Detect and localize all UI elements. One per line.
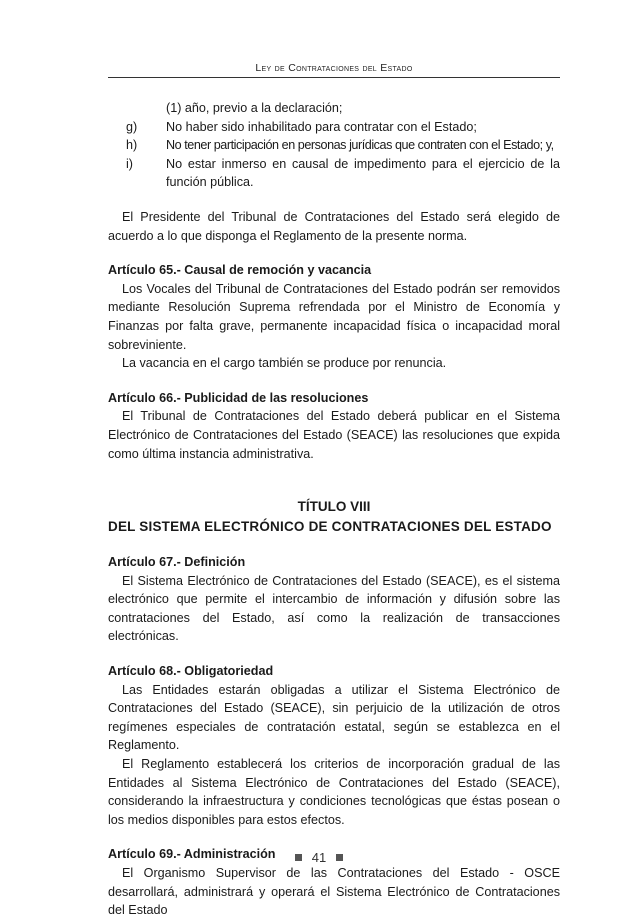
list-item-h bbox=[108, 136, 560, 155]
list-label: h) bbox=[126, 138, 138, 153]
article-65-heading: Artículo 65.- Causal de remoción y vacancia bbox=[108, 263, 372, 278]
article-69-heading: Artículo 69.- Administración bbox=[108, 847, 276, 862]
list-item-g bbox=[108, 118, 560, 137]
square-bullet-icon bbox=[295, 854, 302, 861]
title-name: DEL SISTEMA ELECTRÓNICO DE CONTRATACIONES DEL ESTADO bbox=[108, 519, 552, 535]
list-text: No estar inmerso en causal de impedimento para el ejercicio de la función pública. bbox=[166, 156, 560, 190]
list-label: g) bbox=[126, 119, 138, 134]
title-number: TÍTULO VIII bbox=[297, 499, 371, 515]
page-content bbox=[108, 99, 560, 920]
article-67-paragraph-1: El Sistema Electrónico de Contrataciones del Estado (SEACE), es el sistema electrónico que permite el intercambio de información y difusión sobre las contrataciones del Estado, así como la realización de transacciones electrónicas. bbox=[108, 573, 560, 644]
article-67-heading: Artículo 67.- Definición bbox=[108, 555, 246, 570]
article-68-paragraph-1: Las Entidades estarán obligadas a utilizar el Sistema Electrónico de Contrataciones del Estado (SEACE), sin perjuicio de la utilización de otros regímenes especiales de contratación estatal, según se establezca en el Reglamento. bbox=[108, 682, 560, 753]
list-text: No tener participación en personas jurídicas que contraten con el Estado; y, bbox=[166, 138, 554, 153]
article-66-heading: Artículo 66.- Publicidad de las resoluciones bbox=[108, 390, 369, 405]
article-65-paragraph-1: Los Vocales del Tribunal de Contrataciones del Estado podrán ser removidos mediante Resolución Suprema refrendada por el Ministro de Economía y Finanzas por falta grave, permanente incapacidad física o incapacidad moral sobreviniente. bbox=[108, 281, 560, 352]
list-item-i bbox=[108, 155, 560, 192]
title-block bbox=[108, 497, 560, 537]
paragraph-presidente: El Presidente del Tribunal de Contrataciones del Estado será elegido de acuerdo a lo que disponga el Reglamento de la presente norma. bbox=[108, 209, 560, 243]
article-66-paragraph-1: El Tribunal de Contrataciones del Estado deberá publicar en el Sistema Electrónico de Contrataciones del Estado (SEACE) las resoluciones que expida como última instancia administrativa. bbox=[108, 409, 560, 461]
square-bullet-icon bbox=[336, 854, 343, 861]
article-69-paragraph-1: El Organismo Supervisor de las Contrataciones del Estado - OSCE desarrollará, administrará y operará el Sistema Electrónico de Contrataciones del Estado bbox=[108, 866, 560, 918]
list-text: No haber sido inhabilitado para contratar con el Estado; bbox=[166, 119, 477, 134]
list-continuation: (1) año, previo a la declaración; bbox=[166, 101, 343, 115]
page-footer bbox=[0, 850, 638, 865]
article-65-paragraph-2: La vacancia en el cargo también se produce por renuncia. bbox=[122, 356, 447, 371]
list-label: i) bbox=[126, 156, 133, 171]
article-68-paragraph-2: El Reglamento establecerá los criterios de incorporación gradual de las Entidades al Sistema Electrónico de Contrataciones del Estado (SEACE), considerando la infraestructura y condiciones tecnológicas que éstas posean o los medios disponibles para estos efectos. bbox=[108, 757, 560, 827]
header-rule bbox=[108, 77, 560, 78]
page-number: 41 bbox=[311, 850, 327, 865]
article-68-heading: Artículo 68.- Obligatoriedad bbox=[108, 664, 274, 679]
running-header: Ley de Contrataciones del Estado bbox=[255, 62, 413, 74]
